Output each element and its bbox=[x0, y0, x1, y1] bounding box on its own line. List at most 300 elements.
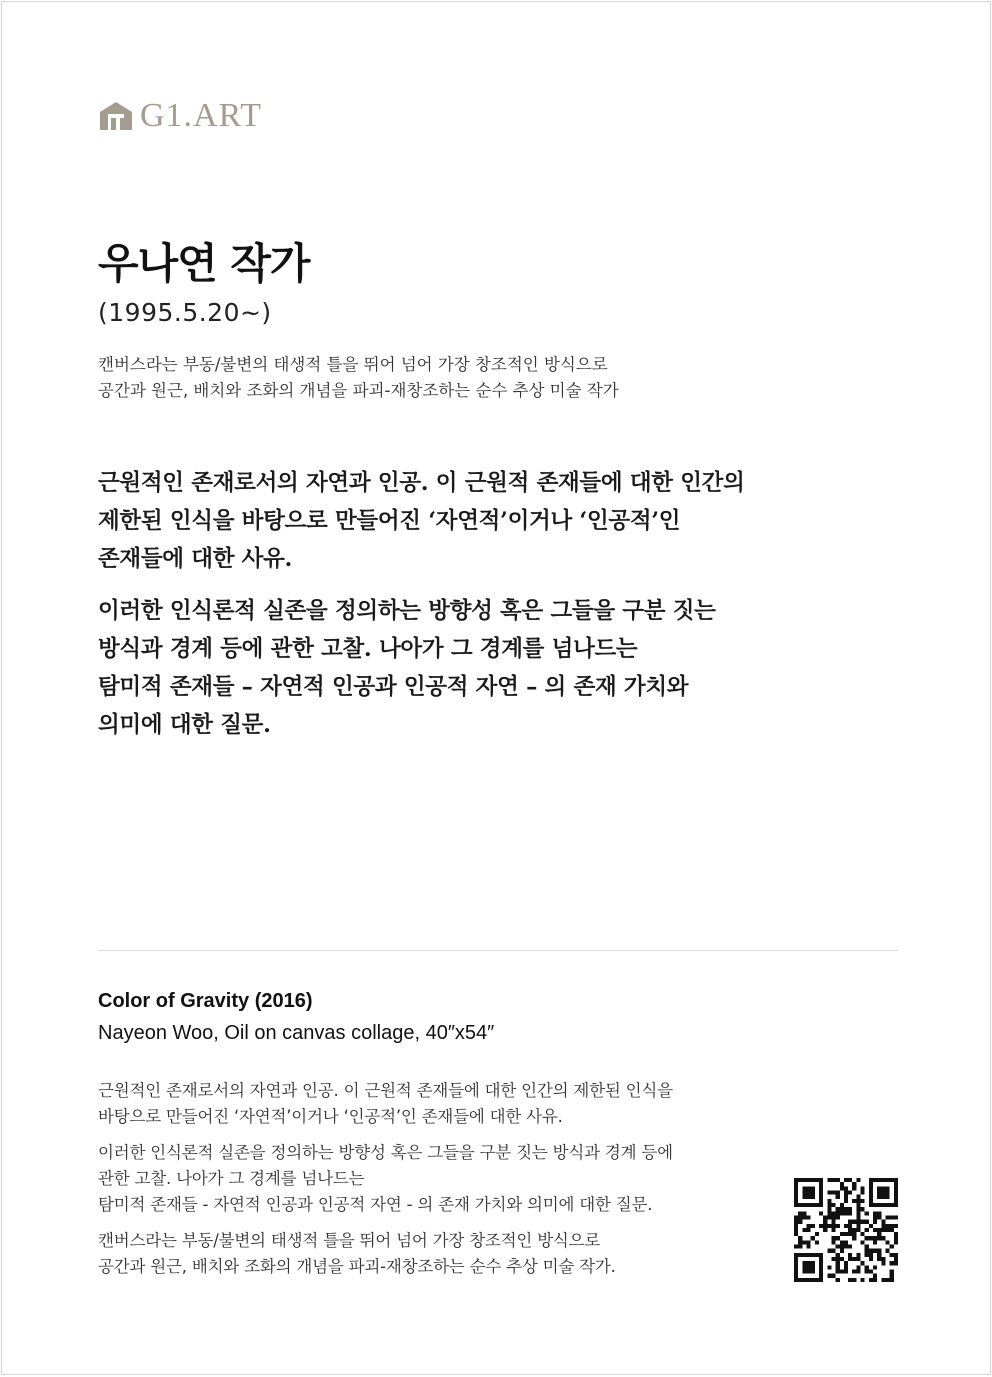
qr-module bbox=[827, 1249, 831, 1253]
artist-card-page bbox=[1, 1, 991, 1375]
qr-module bbox=[819, 1278, 823, 1282]
qr-module bbox=[806, 1253, 810, 1257]
artist-intro bbox=[98, 352, 818, 404]
qr-module bbox=[823, 1224, 827, 1228]
qr-module bbox=[794, 1195, 798, 1199]
qr-module bbox=[894, 1215, 898, 1219]
qr-module bbox=[831, 1211, 835, 1215]
artist-intro-line: 공간과 원근, 배치와 조화의 개념을 파괴-재창조하는 순수 추상 미술 작가 bbox=[98, 381, 619, 400]
qr-module bbox=[844, 1270, 848, 1274]
qr-module bbox=[802, 1261, 806, 1265]
qr-module bbox=[806, 1190, 810, 1194]
qr-module bbox=[890, 1178, 894, 1182]
qr-module bbox=[840, 1249, 844, 1253]
qr-module bbox=[794, 1270, 798, 1274]
qr-module bbox=[886, 1186, 890, 1190]
qr-module bbox=[806, 1270, 810, 1274]
qr-module bbox=[802, 1215, 806, 1219]
qr-module bbox=[894, 1236, 898, 1240]
statement-line: 이러한 인식론적 실존을 정의하는 방향성 혹은 그들을 구분 짓는 bbox=[98, 598, 716, 624]
qr-module bbox=[852, 1186, 856, 1190]
qr-module bbox=[811, 1265, 815, 1269]
qr-module bbox=[856, 1203, 860, 1207]
qr-module bbox=[840, 1211, 844, 1215]
qr-module bbox=[806, 1224, 810, 1228]
qr-module bbox=[894, 1195, 898, 1199]
qr-module bbox=[794, 1228, 798, 1232]
qr-module bbox=[856, 1270, 860, 1274]
qr-module bbox=[844, 1186, 848, 1190]
qr-module bbox=[798, 1240, 802, 1244]
qr-module bbox=[848, 1211, 852, 1215]
qr-module bbox=[890, 1228, 894, 1232]
qr-module bbox=[819, 1261, 823, 1265]
qr-module bbox=[873, 1211, 877, 1215]
qr-module bbox=[819, 1265, 823, 1269]
qr-module bbox=[815, 1178, 819, 1182]
qr-module bbox=[811, 1261, 815, 1265]
qr-module bbox=[865, 1245, 869, 1249]
qr-module bbox=[844, 1207, 848, 1211]
qr-code-icon[interactable] bbox=[794, 1178, 898, 1282]
qr-module bbox=[836, 1270, 840, 1274]
qr-module bbox=[873, 1178, 877, 1182]
statement-line: 탐미적 존재들 – 자연적 인공과 인공적 자연 – 의 존재 가치와 bbox=[98, 674, 689, 700]
qr-module bbox=[869, 1278, 873, 1282]
artwork-description bbox=[98, 1078, 778, 1290]
qr-module bbox=[886, 1278, 890, 1282]
qr-module bbox=[831, 1190, 835, 1194]
qr-module bbox=[873, 1215, 877, 1219]
statement-line: 의미에 대한 질문. bbox=[98, 712, 271, 738]
qr-module bbox=[794, 1178, 798, 1182]
qr-module bbox=[894, 1203, 898, 1207]
qr-module bbox=[873, 1228, 877, 1232]
qr-module bbox=[840, 1240, 844, 1244]
qr-module bbox=[886, 1224, 890, 1228]
qr-module bbox=[794, 1274, 798, 1278]
qr-module bbox=[811, 1253, 815, 1257]
description-line: 탐미적 존재들 - 자연적 인공과 인공적 자연 - 의 존재 가치와 의미에 대한 질문. bbox=[98, 1195, 653, 1214]
qr-module bbox=[802, 1203, 806, 1207]
qr-module bbox=[836, 1253, 840, 1257]
qr-module bbox=[894, 1261, 898, 1265]
qr-module bbox=[819, 1253, 823, 1257]
qr-module bbox=[794, 1278, 798, 1282]
qr-module bbox=[861, 1186, 865, 1190]
qr-module bbox=[827, 1265, 831, 1269]
qr-module bbox=[811, 1195, 815, 1199]
qr-module bbox=[873, 1249, 877, 1253]
qr-module bbox=[798, 1236, 802, 1240]
description-line: 바탕으로 만들어진 ‘자연적’이거나 ‘인공적’인 존재들에 대한 사유. bbox=[98, 1107, 563, 1126]
qr-module bbox=[802, 1190, 806, 1194]
qr-module bbox=[831, 1257, 835, 1261]
qr-module bbox=[869, 1253, 873, 1257]
qr-module bbox=[840, 1232, 844, 1236]
qr-module bbox=[831, 1178, 835, 1182]
qr-module bbox=[811, 1236, 815, 1240]
qr-module bbox=[869, 1224, 873, 1228]
qr-module bbox=[806, 1278, 810, 1282]
qr-module bbox=[881, 1261, 885, 1265]
description-line: 이러한 인식론적 실존을 정의하는 방향성 혹은 그들을 구분 짓는 방식과 경계 등에 bbox=[98, 1143, 673, 1162]
qr-module bbox=[861, 1240, 865, 1244]
qr-module bbox=[840, 1182, 844, 1186]
qr-module bbox=[819, 1270, 823, 1274]
qr-module bbox=[865, 1236, 869, 1240]
qr-module bbox=[794, 1186, 798, 1190]
qr-module bbox=[869, 1182, 873, 1186]
qr-module bbox=[844, 1261, 848, 1265]
qr-module bbox=[798, 1220, 802, 1224]
qr-module bbox=[865, 1253, 869, 1257]
qr-module bbox=[831, 1220, 835, 1224]
qr-module bbox=[844, 1245, 848, 1249]
qr-module bbox=[806, 1203, 810, 1207]
qr-module bbox=[856, 1207, 860, 1211]
qr-module bbox=[869, 1199, 873, 1203]
qr-module bbox=[844, 1265, 848, 1269]
qr-module bbox=[861, 1199, 865, 1203]
qr-module bbox=[840, 1257, 844, 1261]
qr-module bbox=[881, 1220, 885, 1224]
qr-module bbox=[869, 1178, 873, 1182]
qr-module bbox=[852, 1232, 856, 1236]
qr-module bbox=[802, 1270, 806, 1274]
description-line: 근원적인 존재로서의 자연과 인공. 이 근원적 존재들에 대한 인간의 제한된 인식을 bbox=[98, 1081, 673, 1100]
qr-module bbox=[848, 1228, 852, 1232]
qr-module bbox=[848, 1257, 852, 1261]
statement-line: 방식과 경계 등에 관한 고찰. 나아가 그 경계를 넘나드는 bbox=[98, 636, 638, 662]
qr-module bbox=[794, 1203, 798, 1207]
qr-module bbox=[831, 1228, 835, 1232]
artist-intro-line: 캔버스라는 부동/불변의 태생적 틀을 뛰어 넘어 가장 창조적인 방식으로 bbox=[98, 355, 608, 374]
qr-module bbox=[848, 1207, 852, 1211]
description-line: 관한 고찰. 나아가 그 경계를 넘나드는 bbox=[98, 1169, 365, 1188]
qr-module bbox=[869, 1257, 873, 1261]
qr-module bbox=[894, 1186, 898, 1190]
qr-module bbox=[877, 1257, 881, 1261]
qr-module bbox=[844, 1211, 848, 1215]
qr-module bbox=[836, 1236, 840, 1240]
qr-module bbox=[865, 1265, 869, 1269]
qr-module bbox=[811, 1190, 815, 1194]
qr-module bbox=[831, 1274, 835, 1278]
description-paragraph bbox=[98, 1078, 778, 1130]
qr-module bbox=[877, 1190, 881, 1194]
qr-module bbox=[852, 1182, 856, 1186]
qr-module bbox=[836, 1261, 840, 1265]
qr-module bbox=[856, 1215, 860, 1219]
qr-module bbox=[831, 1203, 835, 1207]
qr-module bbox=[865, 1228, 869, 1232]
qr-module bbox=[869, 1186, 873, 1190]
qr-module bbox=[819, 1182, 823, 1186]
qr-module bbox=[890, 1278, 894, 1282]
qr-module bbox=[894, 1232, 898, 1236]
qr-module bbox=[856, 1224, 860, 1228]
qr-module bbox=[877, 1211, 881, 1215]
qr-module bbox=[806, 1186, 810, 1190]
qr-module bbox=[798, 1203, 802, 1207]
qr-module bbox=[844, 1190, 848, 1194]
qr-module bbox=[794, 1257, 798, 1261]
qr-module bbox=[869, 1270, 873, 1274]
qr-module bbox=[844, 1178, 848, 1182]
qr-module bbox=[890, 1274, 894, 1278]
qr-module bbox=[852, 1278, 856, 1282]
qr-module bbox=[848, 1224, 852, 1228]
qr-module bbox=[890, 1203, 894, 1207]
qr-module bbox=[831, 1224, 835, 1228]
qr-module bbox=[794, 1232, 798, 1236]
qr-module bbox=[815, 1278, 819, 1282]
qr-module bbox=[869, 1236, 873, 1240]
qr-module bbox=[840, 1207, 844, 1211]
qr-module bbox=[886, 1203, 890, 1207]
qr-module bbox=[794, 1182, 798, 1186]
qr-module bbox=[815, 1240, 819, 1244]
qr-module bbox=[827, 1211, 831, 1215]
statement-line: 근원적인 존재로서의 자연과 인공. 이 근원적 존재들에 대한 인간의 bbox=[98, 470, 745, 496]
description-line: 캔버스라는 부동/불변의 태생적 틀을 뛰어 넘어 가장 창조적인 방식으로 bbox=[98, 1231, 601, 1250]
qr-module bbox=[881, 1186, 885, 1190]
qr-module bbox=[881, 1203, 885, 1207]
qr-module bbox=[798, 1253, 802, 1257]
qr-module bbox=[815, 1253, 819, 1257]
qr-module bbox=[844, 1232, 848, 1236]
qr-module bbox=[894, 1199, 898, 1203]
qr-module bbox=[856, 1199, 860, 1203]
qr-module bbox=[886, 1249, 890, 1253]
qr-module bbox=[890, 1215, 894, 1219]
qr-module bbox=[890, 1224, 894, 1228]
qr-module bbox=[877, 1228, 881, 1232]
qr-module bbox=[827, 1274, 831, 1278]
qr-module bbox=[856, 1178, 860, 1182]
qr-module bbox=[819, 1203, 823, 1207]
qr-module bbox=[836, 1245, 840, 1249]
description-paragraph bbox=[98, 1140, 778, 1218]
qr-module bbox=[890, 1261, 894, 1265]
qr-module bbox=[802, 1211, 806, 1215]
qr-module bbox=[806, 1178, 810, 1182]
description-paragraph bbox=[98, 1228, 778, 1280]
qr-module bbox=[840, 1245, 844, 1249]
qr-module bbox=[856, 1211, 860, 1215]
qr-module bbox=[886, 1195, 890, 1199]
qr-module bbox=[861, 1232, 865, 1236]
qr-module bbox=[886, 1240, 890, 1244]
qr-module bbox=[852, 1270, 856, 1274]
qr-module bbox=[861, 1190, 865, 1194]
qr-module bbox=[865, 1211, 869, 1215]
qr-module bbox=[836, 1224, 840, 1228]
qr-module bbox=[852, 1199, 856, 1203]
qr-module bbox=[844, 1224, 848, 1228]
qr-module bbox=[794, 1224, 798, 1228]
qr-module bbox=[877, 1186, 881, 1190]
qr-module bbox=[861, 1207, 865, 1211]
qr-module bbox=[840, 1186, 844, 1190]
qr-module bbox=[844, 1195, 848, 1199]
qr-module bbox=[873, 1203, 877, 1207]
statement-line: 존재들에 대한 사유. bbox=[98, 546, 293, 572]
qr-module bbox=[894, 1240, 898, 1244]
qr-module bbox=[819, 1257, 823, 1261]
qr-module bbox=[827, 1224, 831, 1228]
qr-module bbox=[865, 1220, 869, 1224]
qr-module bbox=[890, 1253, 894, 1257]
qr-module bbox=[894, 1178, 898, 1182]
qr-module bbox=[848, 1190, 852, 1194]
qr-module bbox=[806, 1245, 810, 1249]
qr-module bbox=[881, 1190, 885, 1194]
qr-module bbox=[865, 1270, 869, 1274]
qr-module bbox=[836, 1257, 840, 1261]
qr-module bbox=[848, 1278, 852, 1282]
qr-module bbox=[861, 1261, 865, 1265]
qr-module bbox=[886, 1190, 890, 1194]
qr-module bbox=[836, 1207, 840, 1211]
artwork-title: Color of Gravity (2016) bbox=[98, 990, 313, 1012]
qr-module bbox=[819, 1211, 823, 1215]
qr-module bbox=[877, 1195, 881, 1199]
statement-paragraph bbox=[98, 464, 878, 578]
qr-module bbox=[873, 1274, 877, 1278]
qr-module bbox=[836, 1178, 840, 1182]
qr-module bbox=[806, 1228, 810, 1232]
qr-module bbox=[823, 1228, 827, 1232]
qr-module bbox=[827, 1207, 831, 1211]
qr-module bbox=[831, 1249, 835, 1253]
qr-module bbox=[852, 1220, 856, 1224]
qr-module bbox=[802, 1186, 806, 1190]
qr-module bbox=[877, 1215, 881, 1219]
qr-module bbox=[869, 1203, 873, 1207]
qr-module bbox=[881, 1195, 885, 1199]
qr-module bbox=[815, 1232, 819, 1236]
qr-module bbox=[894, 1182, 898, 1186]
artist-dates: (1995.5.20~) bbox=[98, 298, 272, 327]
qr-module bbox=[794, 1265, 798, 1269]
statement-paragraph bbox=[98, 592, 878, 744]
qr-module bbox=[831, 1215, 835, 1219]
qr-module bbox=[852, 1236, 856, 1240]
qr-module bbox=[844, 1240, 848, 1244]
qr-module bbox=[798, 1178, 802, 1182]
qr-module bbox=[836, 1195, 840, 1199]
qr-module bbox=[831, 1240, 835, 1244]
artist-name: 우나연 작가 bbox=[98, 239, 310, 288]
g1-art-logo[interactable] bbox=[98, 98, 262, 134]
qr-module bbox=[852, 1257, 856, 1261]
qr-module bbox=[819, 1186, 823, 1190]
qr-module bbox=[819, 1224, 823, 1228]
qr-module bbox=[811, 1224, 815, 1228]
qr-module bbox=[881, 1178, 885, 1182]
qr-module bbox=[802, 1178, 806, 1182]
qr-module bbox=[794, 1190, 798, 1194]
description-line: 공간과 원근, 배치와 조화의 개념을 파괴-재창조하는 순수 추상 미술 작가. bbox=[98, 1257, 616, 1276]
qr-module bbox=[836, 1190, 840, 1194]
qr-module bbox=[827, 1203, 831, 1207]
qr-module bbox=[794, 1245, 798, 1249]
qr-module bbox=[890, 1270, 894, 1274]
qr-module bbox=[886, 1215, 890, 1219]
qr-module bbox=[827, 1199, 831, 1203]
qr-module bbox=[798, 1215, 802, 1219]
qr-module bbox=[840, 1203, 844, 1207]
statement-line: 제한된 인식을 바탕으로 만들어진 ‘자연적’이거나 ‘인공적’인 bbox=[98, 508, 681, 534]
qr-module bbox=[806, 1265, 810, 1269]
qr-module bbox=[811, 1178, 815, 1182]
qr-module bbox=[806, 1240, 810, 1244]
qr-module bbox=[873, 1220, 877, 1224]
qr-module bbox=[806, 1195, 810, 1199]
g1-logo-mark-icon bbox=[98, 98, 134, 134]
qr-module bbox=[794, 1220, 798, 1224]
qr-module bbox=[802, 1240, 806, 1244]
qr-module bbox=[881, 1278, 885, 1282]
qr-module bbox=[856, 1195, 860, 1199]
qr-module bbox=[811, 1203, 815, 1207]
qr-module bbox=[802, 1278, 806, 1282]
qr-module bbox=[881, 1228, 885, 1232]
qr-module bbox=[869, 1249, 873, 1253]
qr-module bbox=[881, 1257, 885, 1261]
qr-module bbox=[836, 1211, 840, 1215]
qr-module bbox=[836, 1215, 840, 1219]
qr-module bbox=[794, 1261, 798, 1265]
qr-module bbox=[811, 1270, 815, 1274]
qr-module bbox=[886, 1228, 890, 1232]
qr-module bbox=[802, 1265, 806, 1269]
qr-module bbox=[861, 1278, 865, 1282]
qr-module bbox=[877, 1253, 881, 1257]
qr-module bbox=[877, 1236, 881, 1240]
qr-module bbox=[861, 1220, 865, 1224]
qr-module bbox=[877, 1249, 881, 1253]
qr-module bbox=[827, 1215, 831, 1219]
qr-module bbox=[848, 1245, 852, 1249]
qr-module bbox=[873, 1278, 877, 1282]
qr-module bbox=[831, 1236, 835, 1240]
qr-module bbox=[877, 1232, 881, 1236]
qr-module bbox=[886, 1178, 890, 1182]
artwork-meta: Nayeon Woo, Oil on canvas collage, 40″x54″ bbox=[98, 1022, 495, 1044]
qr-module bbox=[806, 1215, 810, 1219]
qr-module bbox=[856, 1253, 860, 1257]
qr-module bbox=[848, 1178, 852, 1182]
artist-statement bbox=[98, 464, 878, 758]
qr-module bbox=[811, 1278, 815, 1282]
qr-module bbox=[869, 1190, 873, 1194]
qr-module bbox=[894, 1190, 898, 1194]
qr-module bbox=[894, 1224, 898, 1228]
qr-module bbox=[798, 1245, 802, 1249]
qr-module bbox=[877, 1203, 881, 1207]
qr-module bbox=[794, 1253, 798, 1257]
qr-module bbox=[823, 1220, 827, 1224]
qr-module bbox=[877, 1178, 881, 1182]
qr-module bbox=[840, 1270, 844, 1274]
qr-module bbox=[869, 1195, 873, 1199]
qr-module bbox=[881, 1224, 885, 1228]
qr-module bbox=[881, 1236, 885, 1240]
qr-module bbox=[827, 1190, 831, 1194]
